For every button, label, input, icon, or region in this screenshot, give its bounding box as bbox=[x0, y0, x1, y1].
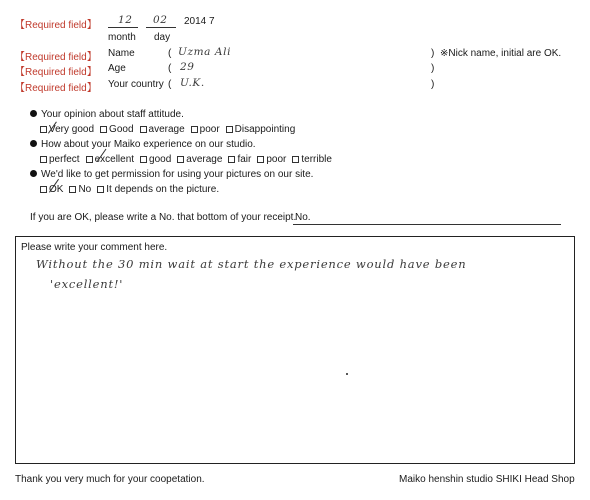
checkbox[interactable] bbox=[69, 186, 76, 193]
footer-thanks: Thank you very much for your coopetation. bbox=[15, 474, 205, 485]
question-maiko-experience bbox=[30, 139, 256, 150]
receipt-prompt: If you are OK, please write a No. that bottom of your receipt. bbox=[30, 212, 297, 223]
checkbox[interactable] bbox=[140, 126, 147, 133]
month-label: month bbox=[108, 32, 136, 43]
option-average[interactable]: average bbox=[140, 124, 185, 135]
checkbox[interactable] bbox=[40, 126, 47, 133]
question-text: We'd like to get permission for using your pictures on our site. bbox=[41, 169, 314, 180]
option-excellent[interactable]: excellent bbox=[86, 154, 134, 165]
option-terrible[interactable]: terrible bbox=[292, 154, 332, 165]
bullet-icon bbox=[30, 140, 37, 147]
checkbox[interactable] bbox=[228, 156, 235, 163]
month-underline bbox=[108, 27, 138, 28]
option-average[interactable]: average bbox=[177, 154, 222, 165]
checkbox[interactable] bbox=[100, 126, 107, 133]
option-good[interactable]: good bbox=[140, 154, 171, 165]
field-open-paren: ( bbox=[168, 48, 172, 59]
question-photo-permission bbox=[30, 169, 313, 180]
checkbox[interactable] bbox=[140, 156, 147, 163]
field-close-paren: ) bbox=[431, 79, 435, 90]
option-poor[interactable]: poor bbox=[257, 154, 286, 165]
day-underline bbox=[146, 27, 176, 28]
options-staff-attitude bbox=[40, 124, 301, 135]
field-label: Name bbox=[108, 48, 135, 59]
nickname-note: ※Nick name, initial are OK. bbox=[440, 48, 562, 59]
receipt-no-label: No. bbox=[295, 212, 311, 223]
option-ok[interactable]: OK bbox=[40, 184, 63, 195]
required-field-label: 【Required field】 bbox=[15, 20, 97, 31]
checkbox[interactable] bbox=[40, 156, 47, 163]
field-close-paren: ) bbox=[431, 63, 435, 74]
options-photo-permission bbox=[40, 184, 225, 195]
year-value: 2014 7 bbox=[184, 16, 215, 27]
checkbox[interactable] bbox=[86, 156, 93, 163]
ink-dot bbox=[346, 373, 348, 375]
field-value-age[interactable]: 29 bbox=[180, 61, 195, 73]
options-maiko-experience bbox=[40, 154, 338, 165]
day-label: day bbox=[154, 32, 171, 43]
comment-prompt: Please write your comment here. bbox=[21, 242, 168, 253]
checkbox[interactable] bbox=[292, 156, 299, 163]
option-poor[interactable]: poor bbox=[191, 124, 220, 135]
checkbox[interactable] bbox=[177, 156, 184, 163]
checkbox[interactable] bbox=[40, 186, 47, 193]
option-depends[interactable]: It depends on the picture. bbox=[97, 184, 219, 195]
option-no[interactable]: No bbox=[69, 184, 91, 195]
field-value-country[interactable]: U.K. bbox=[180, 77, 205, 89]
footer-shop-name: Maiko henshin studio SHIKI Head Shop bbox=[399, 474, 575, 485]
field-value-name[interactable]: Uzma Ali bbox=[178, 46, 232, 58]
question-text: Your opinion about staff attitude. bbox=[41, 109, 184, 120]
day-value: 02 bbox=[153, 14, 168, 26]
comment-line-2: 'excellent!' bbox=[50, 277, 124, 291]
option-very-good[interactable]: Very good bbox=[40, 124, 94, 135]
option-fair[interactable]: fair bbox=[228, 154, 251, 165]
comment-box[interactable] bbox=[15, 236, 575, 464]
receipt-number-field[interactable] bbox=[293, 224, 561, 225]
field-open-paren: ( bbox=[168, 63, 172, 74]
field-label: Your country bbox=[108, 79, 164, 90]
option-perfect[interactable]: perfect bbox=[40, 154, 80, 165]
month-value: 12 bbox=[118, 14, 133, 26]
checkbox[interactable] bbox=[226, 126, 233, 133]
checkbox[interactable] bbox=[191, 126, 198, 133]
question-text: How about your Maiko experience on our studio. bbox=[41, 139, 256, 150]
checkbox[interactable] bbox=[97, 186, 104, 193]
checkbox[interactable] bbox=[257, 156, 264, 163]
field-close-paren: ) bbox=[431, 48, 435, 59]
field-required-label: 【Required field】 bbox=[15, 52, 97, 63]
question-staff-attitude bbox=[30, 109, 184, 120]
field-label: Age bbox=[108, 63, 126, 74]
option-disappointing[interactable]: Disappointing bbox=[226, 124, 296, 135]
comment-line-1: Without the 30 min wait at start the experience would have been bbox=[36, 257, 467, 271]
field-required-label: 【Required field】 bbox=[15, 83, 97, 94]
field-required-label: 【Required field】 bbox=[15, 67, 97, 78]
field-open-paren: ( bbox=[168, 79, 172, 90]
option-good[interactable]: Good bbox=[100, 124, 133, 135]
bullet-icon bbox=[30, 170, 37, 177]
bullet-icon bbox=[30, 110, 37, 117]
